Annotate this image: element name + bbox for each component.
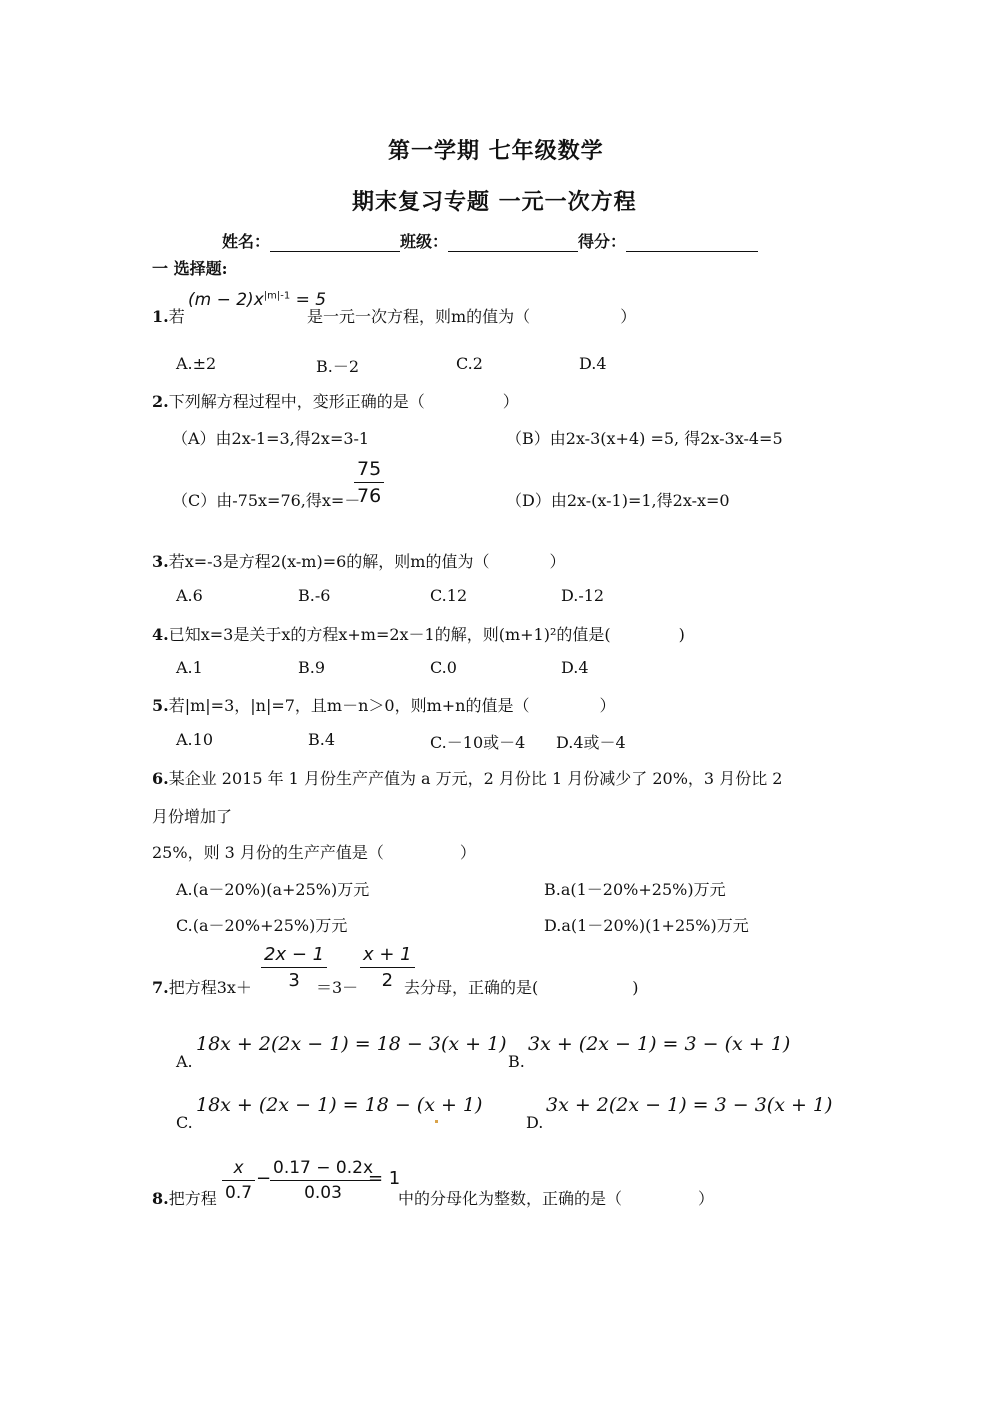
- q7-label-b: B.: [508, 1052, 525, 1071]
- page-subtitle: 期末复习专题 一元一次方程: [352, 189, 637, 215]
- q5-close: ）: [599, 696, 616, 715]
- q2-option-c-fraction: [354, 458, 384, 507]
- q1-option-d: D.4: [579, 354, 607, 373]
- q1-text: [307, 304, 636, 327]
- q7-label-d: D.: [526, 1113, 544, 1132]
- q8-pre: 把方程: [168, 1189, 217, 1208]
- q3-option-b: B.-6: [298, 586, 331, 605]
- q8-fraction-2: [270, 1158, 376, 1203]
- question-8: [152, 1186, 217, 1209]
- question-4: [152, 622, 685, 645]
- q5-option-a: A.10: [176, 730, 213, 749]
- q8-fraction-1: [222, 1158, 255, 1203]
- q8-number: 8.: [152, 1189, 169, 1208]
- q1-pre: 若: [168, 307, 185, 326]
- q7-equation-a: 18x + 2(2x − 1) = 18 − 3(x + 1): [196, 1033, 507, 1055]
- section-heading: 一 选择题:: [152, 259, 228, 278]
- q7-close: ): [632, 978, 639, 997]
- question-5: [152, 693, 615, 716]
- q1-number: 1.: [152, 307, 169, 326]
- q8-frac1-numerator: x: [222, 1158, 255, 1181]
- q7-text: [404, 975, 639, 998]
- question-3: [152, 549, 565, 572]
- q8-minus: −: [256, 1168, 272, 1189]
- q3-number: 3.: [152, 552, 169, 571]
- q8-frac1-denominator: 0.7: [225, 1183, 253, 1203]
- score-label: 得分：: [578, 232, 627, 251]
- q8-post: 中的分母化为整数，正确的是（: [398, 1189, 623, 1208]
- q4-option-a: A.1: [176, 658, 203, 677]
- q8-text: [398, 1186, 714, 1209]
- q2-text: 下列解方程过程中，变形正确的是（: [168, 392, 425, 411]
- page-title: 第一学期 七年级数学: [388, 138, 604, 164]
- q7-mid: ＝3－: [316, 978, 359, 997]
- class-blank: [448, 236, 578, 252]
- q7-equation-c: 18x + (2x − 1) = 18 − (x + 1): [196, 1094, 483, 1116]
- q4-text: 已知x=3是关于x的方程x+m=2x－1的解，则(m+1)²的值是(: [168, 625, 611, 644]
- q6-number: 6.: [152, 769, 169, 788]
- q6-option-a: A.(a－20%)(a+25%)万元: [176, 880, 370, 899]
- q7-frac1-numerator: 2x − 1: [261, 944, 327, 968]
- q8-rhs: = 1: [368, 1168, 401, 1189]
- q4-number: 4.: [152, 625, 169, 644]
- q5-number: 5.: [152, 696, 169, 715]
- q7-equation-d: 3x + 2(2x − 1) = 3 − 3(x + 1): [546, 1094, 833, 1116]
- question-6-line3: [152, 840, 476, 863]
- q5-option-b: B.4: [308, 730, 336, 749]
- q7-frac2-denominator: 2: [381, 970, 394, 991]
- q6-line1: 某企业 2015 年 1 月份生产产值为 a 万元，2 月份比 1 月份减少了 20%，3 月份比 2: [168, 769, 783, 788]
- q8-frac2-numerator: 0.17 − 0.2x: [270, 1158, 376, 1181]
- q4-option-d: D.4: [561, 658, 589, 677]
- q5-option-c: C.－10或－4: [430, 733, 526, 752]
- q1-expr-rhs: = 5: [290, 290, 327, 310]
- q3-option-a: A.6: [176, 586, 203, 605]
- q1-expr-base: (m − 2)x: [188, 290, 264, 310]
- q5-text: 若|m|=3，|n|=7，且m－n＞0，则m+n的值是（: [168, 696, 530, 715]
- q6-option-c: C.(a－20%+25%)万元: [176, 916, 348, 935]
- question-2: [152, 389, 519, 412]
- q4-close: ): [678, 625, 685, 644]
- q3-option-d: D.-12: [561, 586, 605, 605]
- q6-line3: 25%，则 3 月份的生产产值是（: [152, 843, 384, 862]
- info-line: [222, 229, 758, 252]
- q7-label-c: C.: [176, 1113, 193, 1132]
- q7-pre: 把方程3x＋: [168, 978, 252, 997]
- q1-expr-exponent: |m|-1: [263, 290, 291, 302]
- q3-option-c: C.12: [430, 586, 468, 605]
- score-blank: [626, 236, 758, 252]
- q1-option-c: C.2: [456, 354, 483, 373]
- q7-post: 去分母，正确的是(: [404, 978, 539, 997]
- q3-text: 若x=-3是方程2(x-m)=6的解，则m的值为（: [168, 552, 490, 571]
- q6-option-d: D.a(1－20%)(1+25%)万元: [544, 916, 749, 935]
- q2-option-d: （D）由2x-(x-1)=1,得2x-x=0: [506, 491, 730, 510]
- q7-label-a: A.: [176, 1052, 193, 1071]
- q2-frac-denominator: 76: [357, 485, 382, 507]
- q6-option-b: B.a(1－20%+25%)万元: [544, 880, 726, 899]
- q5-option-d: D.4或－4: [556, 733, 626, 752]
- q7-equation-b: 3x + (2x − 1) = 3 − (x + 1): [528, 1033, 791, 1055]
- q6-close: ）: [459, 843, 476, 862]
- q1-option-b: B.－2: [316, 357, 360, 376]
- q1-close: ）: [620, 307, 637, 326]
- q8-frac2-denominator: 0.03: [304, 1183, 342, 1203]
- name-label: 姓名：: [222, 232, 271, 251]
- q7-frac2-numerator: x + 1: [360, 944, 415, 968]
- question-6-line1: [152, 766, 782, 789]
- q4-option-c: C.0: [430, 658, 457, 677]
- question-1: [152, 304, 185, 327]
- q3-close: ）: [549, 552, 566, 571]
- q2-number: 2.: [152, 392, 169, 411]
- stray-dot: [435, 1120, 438, 1123]
- q2-option-a: （A）由2x-1=3,得2x=3-1: [172, 429, 370, 448]
- q1-option-a: A.±2: [176, 354, 217, 373]
- q2-close: ）: [502, 392, 519, 411]
- q7-number: 7.: [152, 978, 169, 997]
- q2-frac-numerator: 75: [354, 458, 384, 483]
- q1-post: 是一元一次方程，则m的值为（: [307, 307, 531, 326]
- q8-close: ）: [698, 1189, 715, 1208]
- class-label: 班级：: [400, 232, 449, 251]
- question-7: [152, 975, 252, 998]
- q1-expression: [188, 290, 326, 310]
- q2-option-c: （C）由-75x=76,得x=－: [172, 491, 361, 510]
- q4-option-b: B.9: [298, 658, 326, 677]
- q2-option-b: （B）由2x-3(x+4) =5, 得2x-3x-4=5: [506, 429, 783, 448]
- q7-frac1-denominator: 3: [288, 970, 300, 991]
- name-blank: [270, 236, 400, 252]
- q6-line2: 月份增加了: [152, 807, 233, 826]
